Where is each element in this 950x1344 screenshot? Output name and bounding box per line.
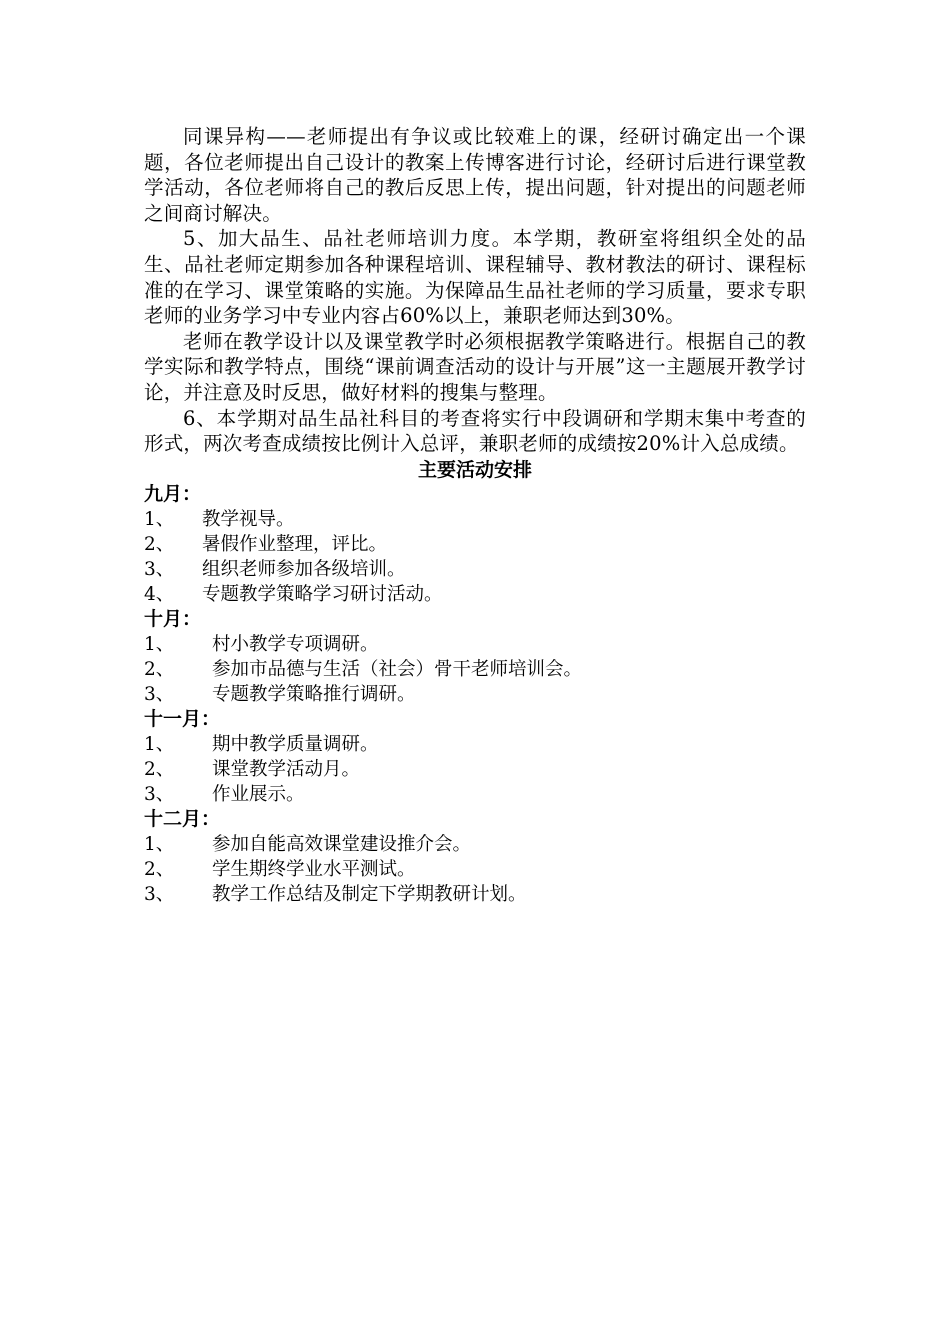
list-item bbox=[144, 782, 806, 807]
item-text: 学生期终学业水平测试。 bbox=[212, 858, 416, 880]
paragraph-teacher-training: 5、加大品生、品社老师培训力度。本学期，教研室将组织全处的品生、品社老师定期参加各种课程培训、课程辅导、教材教法的研讨、课程标准的在学习、课堂策略的实施。为保障品生品社老师的学习质量，要求专职老师的业务学习中专业内容占60%以上，兼职老师达到30%。 bbox=[144, 227, 806, 328]
item-number: 3、 bbox=[144, 683, 175, 705]
list-item bbox=[144, 682, 806, 707]
list-item bbox=[144, 582, 806, 607]
item-text: 参加市品德与生活（社会）骨干老师培训会。 bbox=[212, 658, 583, 680]
item-number: 2、 bbox=[144, 533, 175, 555]
item-text: 期中教学质量调研。 bbox=[212, 733, 379, 755]
item-number: 1、 bbox=[144, 733, 175, 755]
item-number: 3、 bbox=[144, 783, 175, 805]
month-november bbox=[144, 707, 806, 807]
item-text: 教学视导。 bbox=[202, 508, 295, 530]
item-text: 作业展示。 bbox=[212, 783, 305, 805]
item-text: 专题教学策略学习研讨活动。 bbox=[202, 583, 443, 605]
item-number: 1、 bbox=[144, 633, 175, 655]
item-number: 1、 bbox=[144, 833, 175, 855]
month-heading: 十二月： bbox=[144, 807, 221, 830]
month-heading: 十月： bbox=[144, 607, 202, 630]
paragraph-teaching-strategy: 老师在教学设计以及课堂教学时必须根据教学策略进行。根据自己的教学实际和教学特点，围绕“课前调查活动的设计与开展”这一主题展开教学讨论，并注意及时反思，做好材料的搜集与整理。 bbox=[144, 329, 806, 404]
paragraph-same-lesson: 同课异构——老师提出有争议或比较难上的课，经研讨确定出一个课题，各位老师提出自己设计的教案上传博客进行讨论，经研讨后进行课堂教学活动，各位老师将自己的教后反思上传，提出问题，针对提出的问题老师之间商讨解决。 bbox=[144, 125, 806, 225]
document-page bbox=[144, 124, 806, 907]
paragraph-assessment: 6、本学期对品生品社科目的考查将实行中段调研和学期末集中考查的形式，两次考查成绩按比例计入总评，兼职老师的成绩按20%计入总成绩。 bbox=[144, 406, 806, 456]
list-item bbox=[144, 732, 806, 757]
month-december bbox=[144, 807, 806, 907]
list-item bbox=[144, 532, 806, 557]
item-number: 4、 bbox=[144, 583, 175, 605]
month-october bbox=[144, 607, 806, 707]
item-number: 2、 bbox=[144, 858, 175, 880]
item-number: 3、 bbox=[144, 883, 175, 905]
item-text: 村小教学专项调研。 bbox=[212, 633, 379, 655]
item-text: 参加自能高效课堂建设推介会。 bbox=[212, 833, 472, 855]
item-number: 3、 bbox=[144, 558, 175, 580]
item-text: 组织老师参加各级培训。 bbox=[202, 558, 406, 580]
item-number: 2、 bbox=[144, 658, 175, 680]
item-number: 2、 bbox=[144, 758, 175, 780]
list-item bbox=[144, 857, 806, 882]
item-text: 教学工作总结及制定下学期教研计划。 bbox=[212, 883, 527, 905]
month-heading: 十一月： bbox=[144, 707, 221, 730]
list-item bbox=[144, 507, 806, 532]
item-number: 1、 bbox=[144, 508, 175, 530]
month-september bbox=[144, 482, 806, 607]
list-item bbox=[144, 882, 806, 907]
list-item bbox=[144, 832, 806, 857]
item-text: 课堂教学活动月。 bbox=[212, 758, 361, 780]
item-text: 暑假作业整理，评比。 bbox=[202, 533, 388, 555]
section-title: 主要活动安排 bbox=[417, 458, 532, 481]
month-heading: 九月： bbox=[144, 482, 202, 505]
list-item bbox=[144, 757, 806, 782]
list-item bbox=[144, 632, 806, 657]
list-item bbox=[144, 657, 806, 682]
list-item bbox=[144, 557, 806, 582]
item-text: 专题教学策略推行调研。 bbox=[212, 683, 416, 705]
